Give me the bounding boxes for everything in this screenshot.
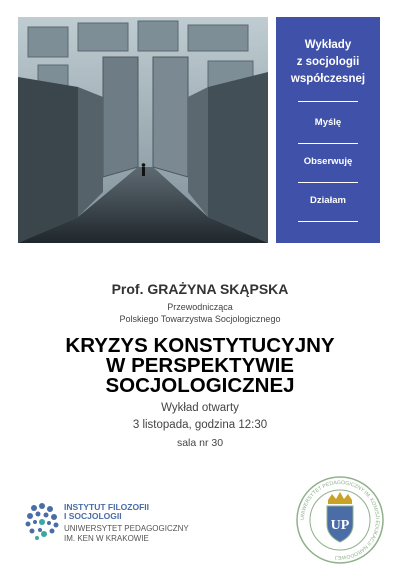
lecture-date: 3 listopada, godzina 12:30 [132,419,268,431]
university-seal-icon [294,474,386,566]
panel-item-dzialam: Działam [310,195,346,206]
series-title: Wykłady z socjologii współczesnej [290,39,366,85]
institute-logo-icon [22,500,62,540]
university-name: UNIWERSYTET PEDAGOGICZNY IM. KEN W KRAKOWIE [64,524,189,543]
panel-item-obserwuje: Obserwuję [303,156,353,167]
panel-item-mysle: Myślę [314,117,342,128]
panel-divider [298,221,358,222]
labyrinth-illustration [18,17,268,243]
lecture-title: KRYZYS KONSTYTUCYJNY W PERSPEKTYWIE SOCJOLOGICZNEJ [65,334,335,397]
lecture-room: sala nr 30 [176,437,224,449]
panel-divider [298,101,358,102]
panel-divider [298,143,358,144]
institute-name: INSTYTUT FILOZOFII I SOCJOLOGII [64,502,149,521]
speaker-role: Przewodnicząca [167,302,233,312]
labyrinth-photo [18,17,268,243]
series-panel [276,17,380,243]
panel-divider [298,182,358,183]
speaker-name: Prof. GRAŻYNA SKĄPSKA [111,281,289,297]
lecture-type: Wykład otwarty [161,402,239,414]
seal-initials: UP [330,518,350,533]
speaker-organization: Polskiego Towarzystwa Socjologicznego [119,314,281,324]
seal-text: UNIWERSYTET PEDAGOGICZNY IM. KOMISJI EDUKACJI NARODOWEJ [299,479,381,561]
